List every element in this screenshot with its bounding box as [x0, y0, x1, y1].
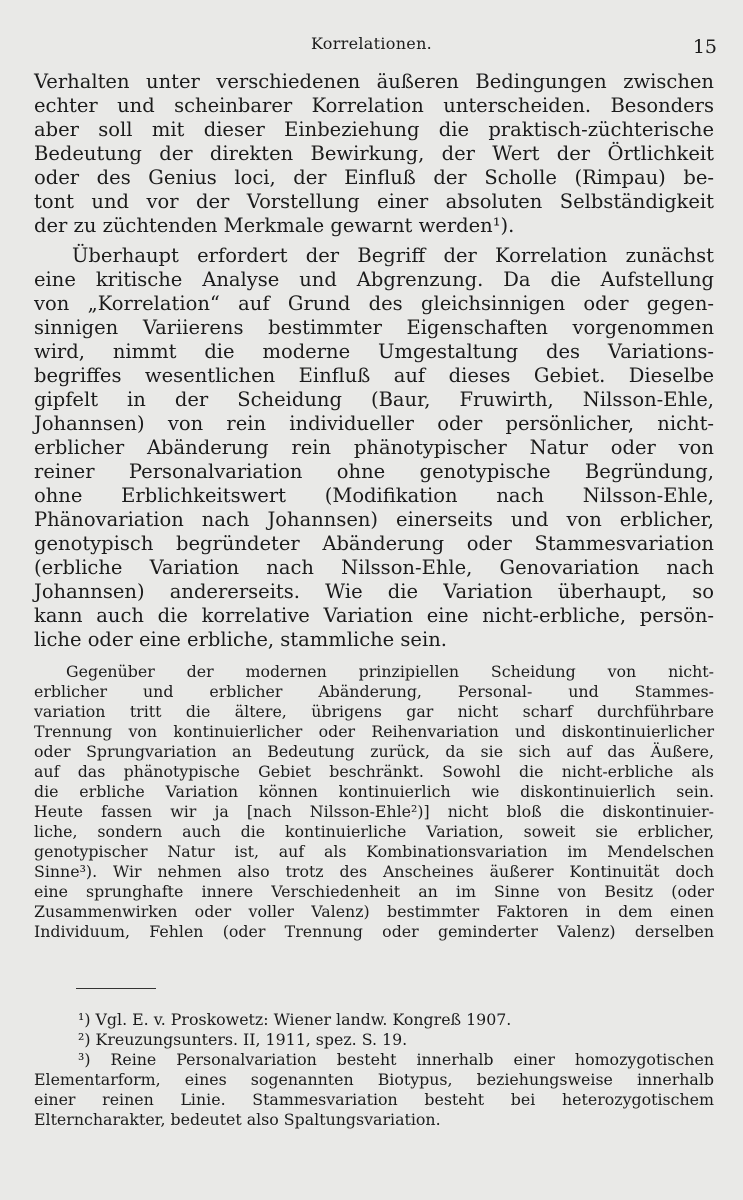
- note-line: Trennung von kontinuierlicher oder Reihenvariation und diskontinuierlicher: [34, 722, 714, 741]
- note-line: Gegenüber der modernen prinzipiellen Scheidung von nicht-: [66, 662, 714, 681]
- text-line: liche oder eine erbliche, stammliche sein.: [34, 628, 447, 651]
- text-line: erblicher Abänderung rein phänotypischer Natur oder von: [34, 436, 714, 459]
- note-line: die erbliche Variation können kontinuierlich wie diskontinuierlich sein.: [34, 782, 714, 801]
- note-line: genotypischer Natur ist, auf als Kombinationsvariation im Mendelschen: [34, 842, 714, 861]
- text-line: genotypisch begründeter Abänderung oder Stammesvariation: [34, 532, 714, 555]
- note-line: erblicher und erblicher Abänderung, Personal- und Stammes-: [34, 682, 714, 701]
- note-line: variation tritt die ältere, übrigens gar nicht scharf durchführbare: [34, 702, 714, 721]
- text-line: eine kritische Analyse und Abgrenzung. Da die Aufstellung: [34, 268, 714, 291]
- text-line: tont und vor der Vorstellung einer absoluten Selbständigkeit: [34, 190, 714, 213]
- paragraph-2: [34, 244, 714, 652]
- note-paragraph: [34, 662, 714, 942]
- text-line: begriffes wesentlichen Einfluß auf dieses Gebiet. Dieselbe: [34, 364, 714, 387]
- page-header: [0, 30, 743, 60]
- text-line: Überhaupt erfordert der Begriff der Korrelation zunächst: [72, 244, 714, 267]
- note-line: Individuum, Fehlen (oder Trennung oder geminderter Valenz) derselben: [34, 922, 714, 941]
- footnote-separator: [76, 988, 156, 989]
- note-line: Zusammenwirken oder voller Valenz) bestimmter Faktoren in dem einen: [34, 902, 714, 921]
- text-line: kann auch die korrelative Variation eine nicht-erbliche, persön-: [34, 604, 714, 627]
- text-line: aber soll mit dieser Einbeziehung die praktisch-züchterische: [34, 118, 714, 141]
- text-line: reiner Personalvariation ohne genotypische Begründung,: [34, 460, 714, 483]
- text-line: echter und scheinbarer Korrelation unterscheiden. Besonders: [34, 94, 714, 117]
- text-line: Phänovariation nach Johannsen) einerseits und von erblicher,: [34, 508, 714, 531]
- running-head: Korrelationen.: [310, 34, 433, 53]
- footnote-3: ³) Reine Personalvariation besteht innerhalb einer homozygotischen: [78, 1050, 714, 1069]
- note-line: auf das phänotypische Gebiet beschränkt. Sowohl die nicht-erbliche als: [34, 762, 714, 781]
- main-text: [34, 70, 714, 942]
- text-line: Johannsen) von rein individueller oder persönlicher, nicht-: [34, 412, 714, 435]
- footnote-3-continuation: einer reinen Linie. Stammesvariation besteht bei heterozygotischem: [34, 1090, 714, 1109]
- paragraph-1: [34, 70, 714, 238]
- text-line: der zu züchtenden Merkmale gewarnt werden¹).: [34, 214, 515, 237]
- footnotes: [34, 1010, 714, 1130]
- page-number: 15: [692, 36, 717, 58]
- footnote-3-continuation: Elterncharakter, bedeutet also Spaltungsvariation.: [34, 1110, 441, 1129]
- text-line: oder des Genius loci, der Einfluß der Scholle (Rimpau) be-: [34, 166, 714, 189]
- footnote-1: ¹) Vgl. E. v. Proskowetz: Wiener landw. Kongreß 1907.: [78, 1010, 512, 1029]
- footnote-3-continuation: Elementarform, eines sogenannten Biotypus, beziehungsweise innerhalb: [34, 1070, 714, 1089]
- text-line: ohne Erblichkeitswert (Modifikation nach Nilsson-Ehle,: [34, 484, 714, 507]
- note-line: Heute fassen wir ja [nach Nilsson-Ehle²)] nicht bloß die diskontinuier-: [34, 802, 714, 821]
- note-line: liche, sondern auch die kontinuierliche Variation, soweit sie erblicher,: [34, 822, 714, 841]
- text-line: sinnigen Variierens bestimmter Eigenschaften vorgenommen: [34, 316, 714, 339]
- text-line: wird, nimmt die moderne Umgestaltung des Variations-: [34, 340, 714, 363]
- text-line: Bedeutung der direkten Bewirkung, der Wert der Örtlichkeit: [34, 142, 714, 165]
- footnote-2: ²) Kreuzungsunters. II, 1911, spez. S. 19.: [78, 1030, 408, 1049]
- text-line: Verhalten unter verschiedenen äußeren Bedingungen zwischen: [34, 70, 714, 93]
- text-line: gipfelt in der Scheidung (Baur, Fruwirth, Nilsson-Ehle,: [34, 388, 714, 411]
- note-line: oder Sprungvariation an Bedeutung zurück, da sie sich auf das Äußere,: [34, 742, 714, 761]
- text-line: von „Korrelation“ auf Grund des gleichsinnigen oder gegen-: [34, 292, 714, 315]
- note-line: Sinne³). Wir nehmen also trotz des Anscheines äußerer Kontinuität doch: [34, 862, 714, 881]
- note-line: eine sprunghafte innere Verschiedenheit an im Sinne von Besitz (oder: [34, 882, 714, 901]
- text-line: (erbliche Variation nach Nilsson-Ehle, Genovariation nach: [34, 556, 714, 579]
- text-line: Johannsen) andererseits. Wie die Variation überhaupt, so: [34, 580, 714, 603]
